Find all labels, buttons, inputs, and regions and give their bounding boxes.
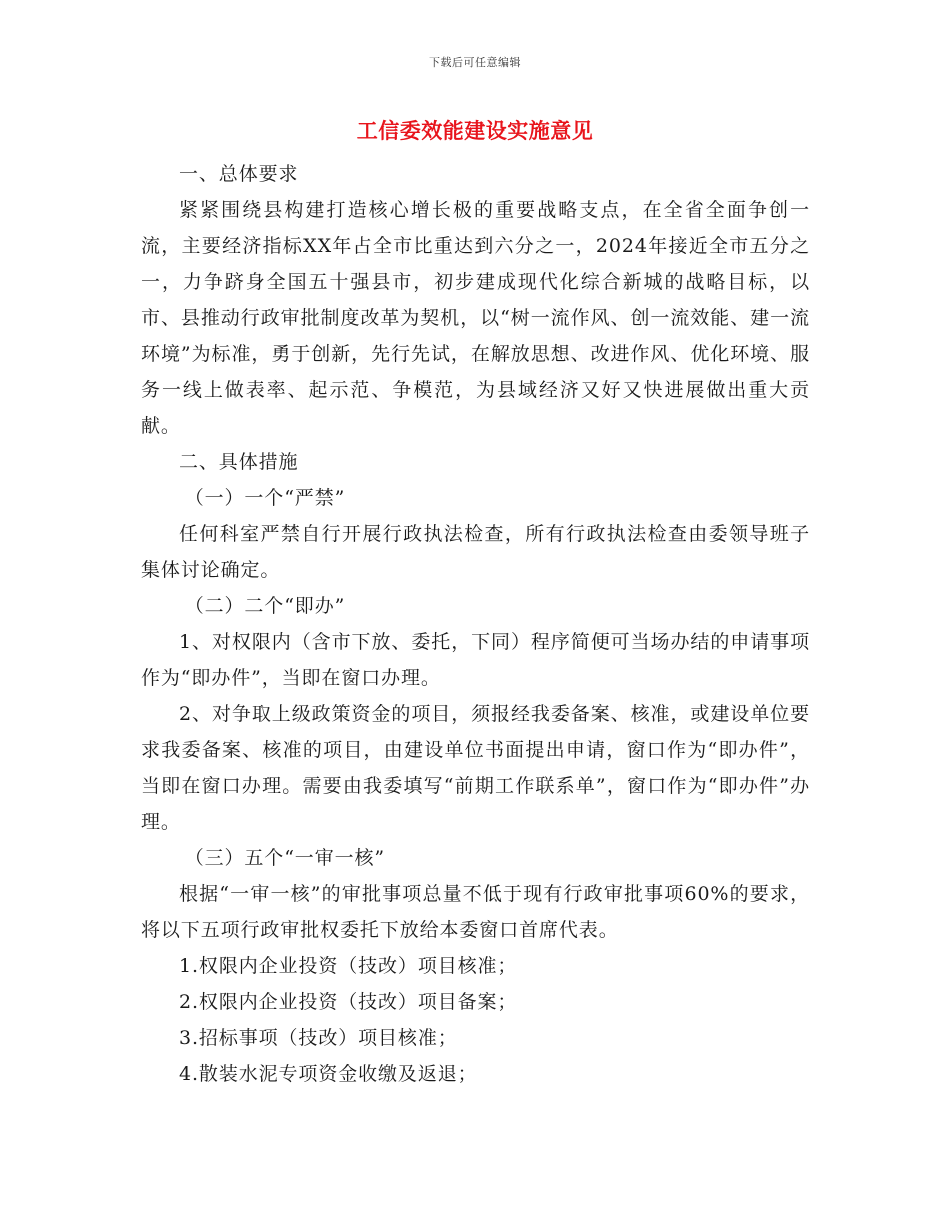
- document-body: [141, 156, 810, 1092]
- paragraph-overall-requirements: 紧紧围绕县构建打造核心增长极的重要战略支点，在全省全面争创一流，主要经济指标XX年占全市比重达到六分之一，2024年接近全市五分之一，力争跻身全国五十强县市，初步建成现代化综合新城的战略目标，以市、县推动行政审批制度改革为契机，以“树一流作风、创一流效能、建一流环境”为标准，勇于创新，先行先试，在解放思想、改进作风、优化环境、服务一线上做表率、起示范、争模范，为县域经济又好又快进展做出重大贡献。: [141, 199, 810, 437]
- section-heading-overall-requirements: 一、总体要求: [179, 163, 299, 185]
- page-header-note: 下载后可任意编辑: [429, 56, 521, 69]
- paragraph-immediate-item-2: 2、对争取上级政策资金的项目，须报经我委备案、核准，或建设单位要求我委备案、核准的项目，由建设单位书面提出申请，窗口作为“即办件”，当即在窗口办理。需要由我委填写“前期工作联系单”，窗口作为“即办件”办理。: [141, 703, 810, 833]
- paragraph-five-review: 根据“一审一核”的审批事项总量不低于现有行政审批事项60%的要求，将以下五项行政审批权委托下放给本委窗口首席代表。: [141, 883, 810, 941]
- subheading-one-prohibition: （一）一个“严禁”: [184, 487, 346, 509]
- subheading-five-review: （三）五个“一审一核”: [184, 847, 386, 869]
- paragraph-one-prohibition: 任何科室严禁自行开展行政执法检查，所有行政执法检查由委领导班子集体讨论确定。: [141, 523, 810, 581]
- list-item-1: 1.权限内企业投资（技改）项目核准；: [179, 955, 518, 977]
- paragraph-immediate-item-1: 1、对权限内（含市下放、委托，下同）程序简便可当场办结的申请事项作为“即办件”，当即在窗口办理。: [141, 631, 810, 689]
- list-item-2: 2.权限内企业投资（技改）项目备案；: [179, 991, 518, 1013]
- subheading-two-immediate: （二）二个“即办”: [184, 595, 346, 617]
- document-title: 工信委效能建设实施意见: [356, 119, 594, 143]
- list-item-3: 3.招标事项（技改）项目核准；: [179, 1027, 458, 1049]
- list-item-4: 4.散装水泥专项资金收缴及返退；: [179, 1063, 478, 1085]
- section-heading-specific-measures: 二、具体措施: [179, 451, 299, 473]
